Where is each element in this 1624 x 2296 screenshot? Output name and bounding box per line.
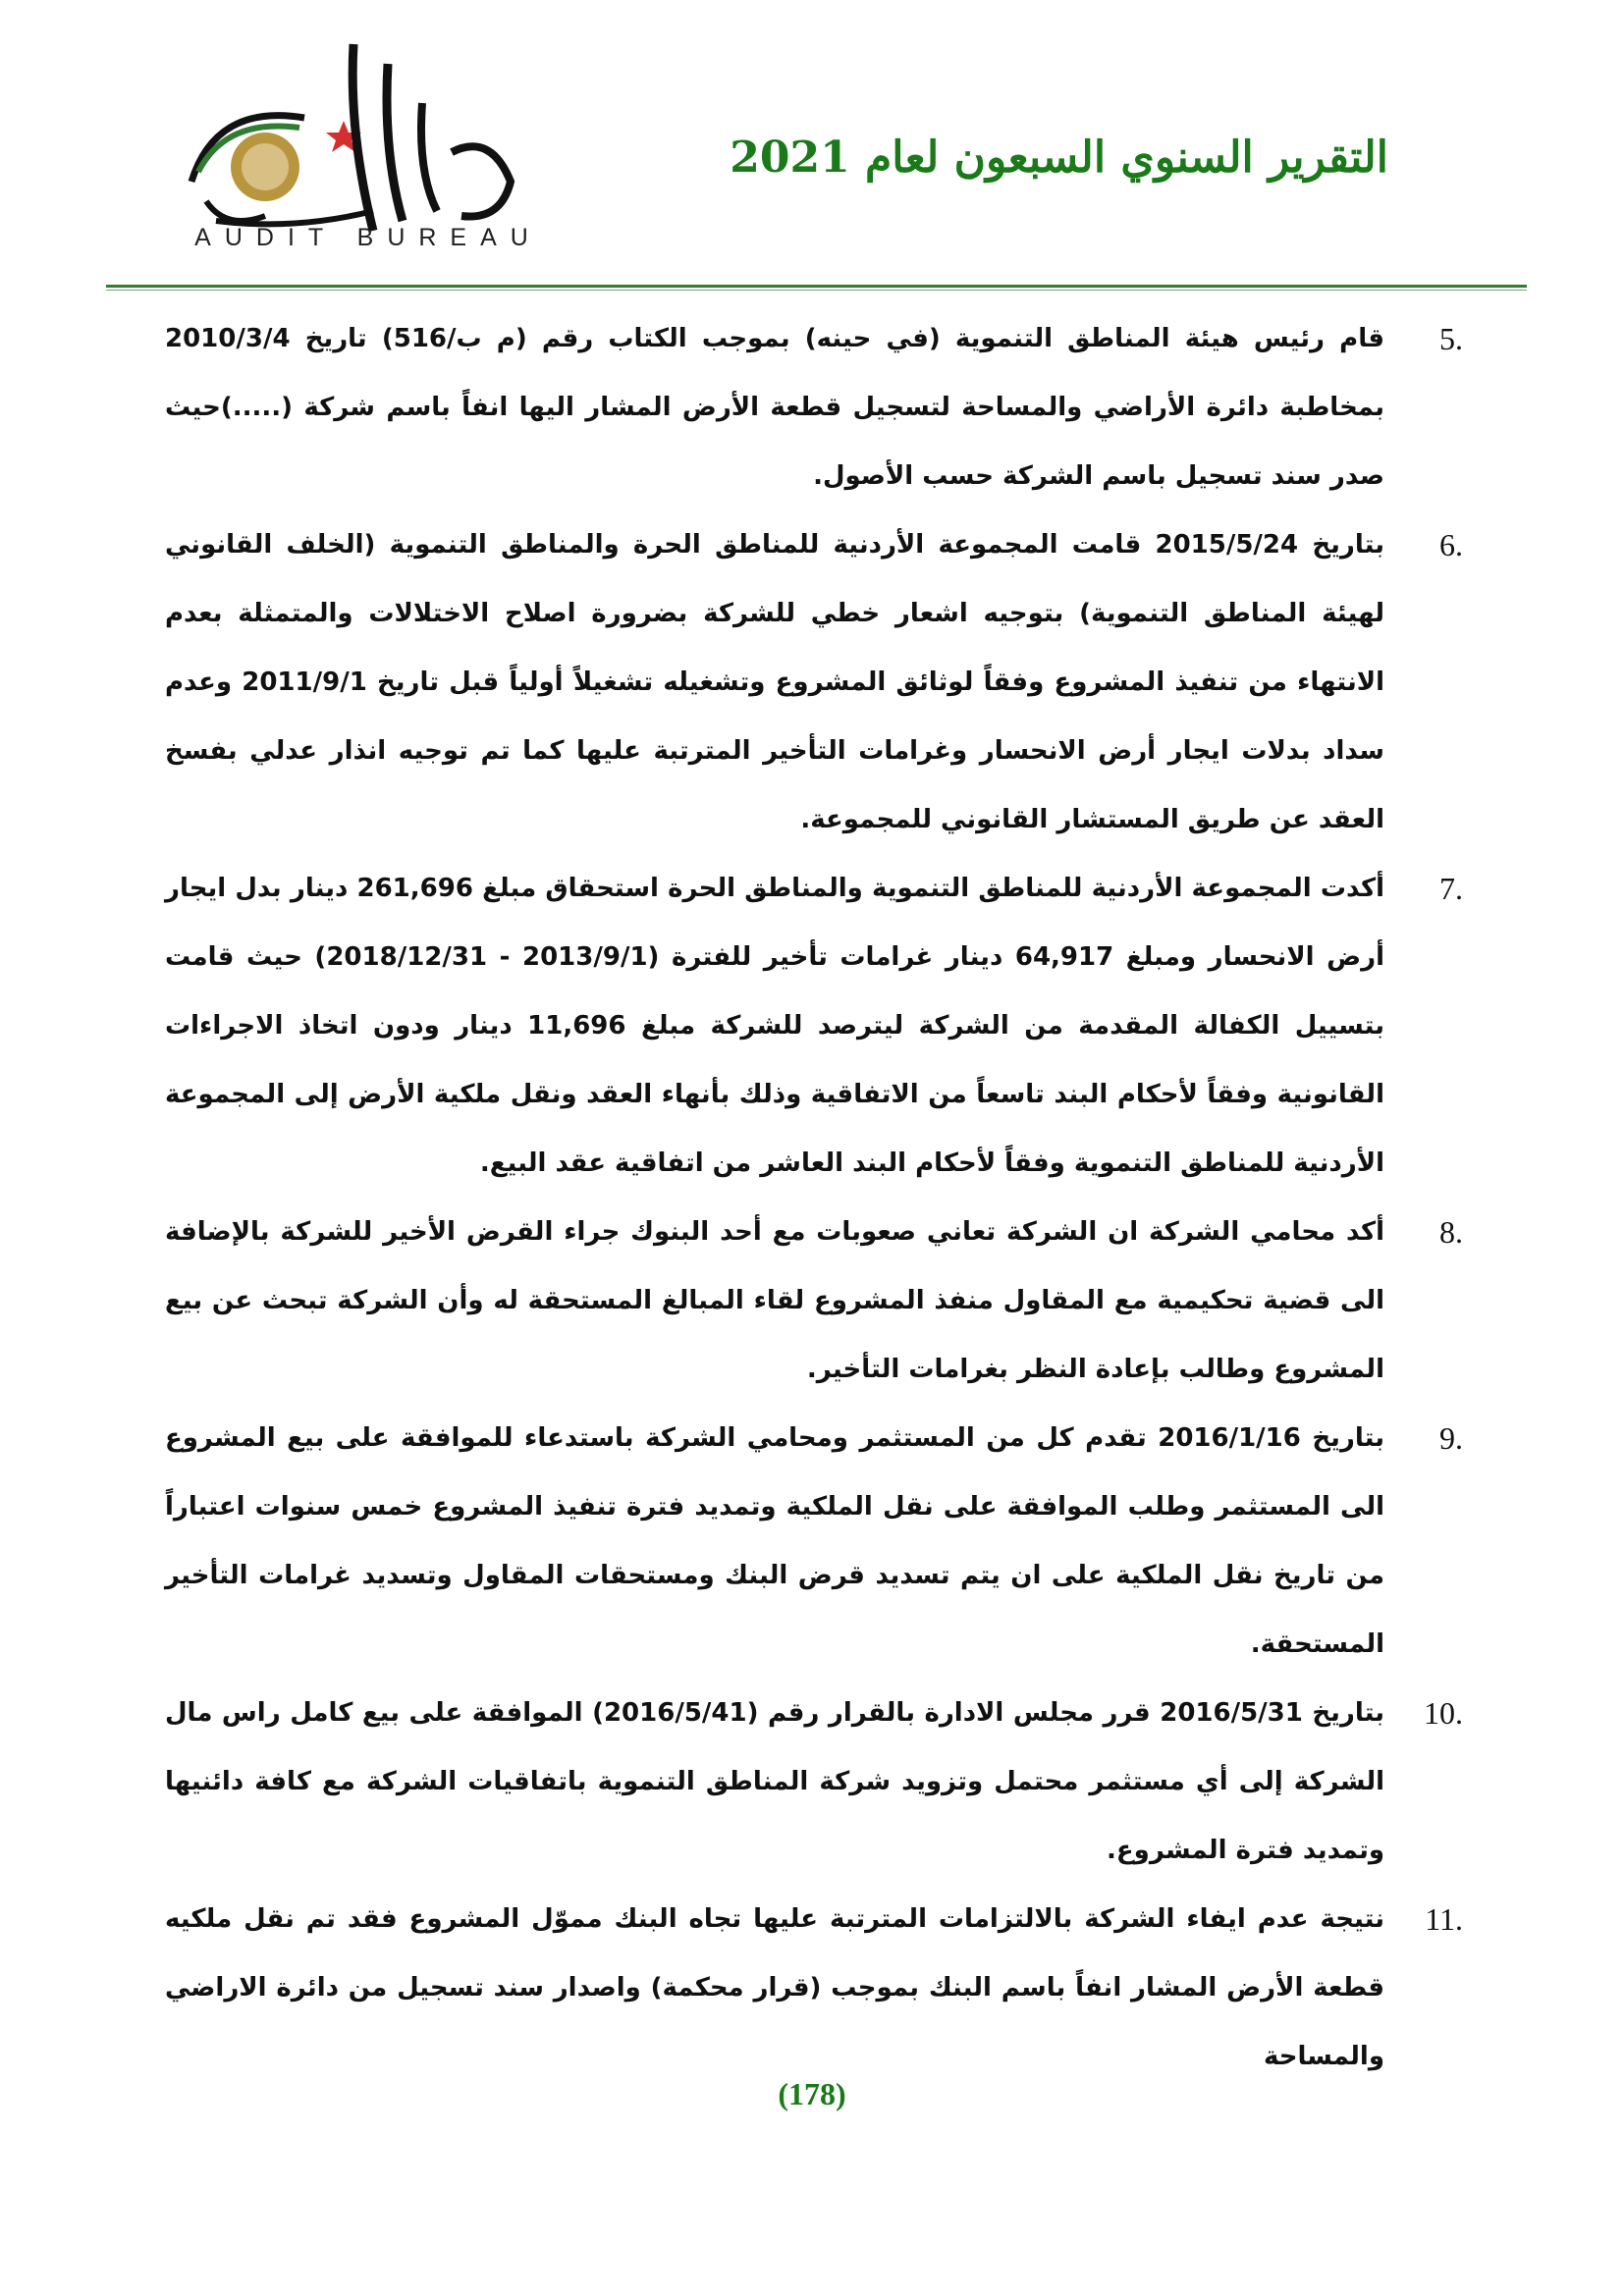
findings-list: [165, 304, 1463, 2091]
item-number: 7.: [1439, 871, 1463, 906]
item-number: 5.: [1439, 321, 1463, 356]
list-item: [165, 854, 1463, 1198]
item-text: بتاريخ 2015/5/24 قامت المجموعة الأردنية للمناطق الحرة والمناطق التنموية (الخلف القانوني لهيئة المناطق التنموية) بتوجيه اشعار خطي للشركة بضرورة اصلاح الاختلالات والمتمثلة بعدم الانتهاء من تنفيذ المشروع وفقاً لوثائق المشروع وتشغيله تشغيلاً أولياً قبل تاريخ 2011/9/1 وعدم سداد بدلات ايجار أرض الانحسار وغرامات التأخير المترتبة عليها كما تم توجيه انذار عدلي بفسخ العقد عن طريق المستشار القانوني للمجموعة.: [165, 530, 1384, 834]
item-number: 11.: [1425, 1901, 1463, 1937]
list-item: [165, 304, 1463, 510]
list-item: [165, 1198, 1463, 1404]
item-text: أكدت المجموعة الأردنية للمناطق التنموية والمناطق الحرة استحقاق مبلغ 261,696 دينار بدل ايجار أرض الانحسار ومبلغ 64,917 دينار غرامات تأخير للفترة (2013/9/1 - 2018/12/31) حيث قامت بتسييل الكفالة المقدمة من الشركة ليترصد للشركة مبلغ 11,696 دينار ودون اتخاذ الاجراءات القانونية وفقاً لأحكام البند تاسعاً من الاتفاقية وذلك بأنهاء العقد ونقل ملكية الأرض إلى المجموعة الأردنية للمناطق التنموية وفقاً لأحكام البند العاشر من اتفاقية عقد البيع.: [165, 874, 1385, 1178]
logo-text: AUDIT BUREAU: [194, 224, 542, 251]
list-item: [165, 1679, 1463, 1885]
item-text: قام رئيس هيئة المناطق التنموية (في حينه) بموجب الكتاب رقم (م ب/516) تاريخ 2010/3/4 بمخاطبة دائرة الأراضي والمساحة لتسجيل قطعة الأرض المشار اليها انفاً باسم شركة (.....)حيث صدر سند تسجيل باسم الشركة حسب الأصول.: [165, 324, 1384, 491]
list-item: [165, 510, 1463, 854]
item-number: 10.: [1424, 1695, 1463, 1731]
list-item: [165, 1885, 1463, 2091]
header-divider: [106, 285, 1527, 288]
item-text: أكد محامي الشركة ان الشركة تعاني صعوبات مع أحد البنوك جراء القرض الأخير للشركة بالإضافة الى قضية تحكيمية مع المقاول منفذ المشروع لقاء المبالغ المستحقة له وأن الشركة تبحث عن بيع المشروع وطالب بإعادة النظر بغرامات التأخير.: [165, 1217, 1384, 1384]
item-number: 8.: [1439, 1214, 1463, 1250]
report-title: التقرير السنوي السبعون لعام 2021: [730, 133, 1388, 183]
item-text: بتاريخ 2016/5/31 قرر مجلس الادارة بالقرار رقم (2016/5/41) الموافقة على بيع كامل راس مال الشركة إلى أي مستثمر محتمل وتزويد شركة المناطق التنموية باتفاقيات الشركة مع كافة دائنيها وتمديد فترة المشروع.: [165, 1698, 1384, 1865]
page-number: (178): [778, 2076, 846, 2111]
item-number: 6.: [1439, 527, 1463, 562]
item-text: نتيجة عدم ايفاء الشركة بالالتزامات المترتبة عليها تجاه البنك مموّل المشروع فقد تم نقل ملكيه قطعة الأرض المشار انفاً باسم البنك بموجب (قرار محكمة) واصدار سند تسجيل من دائرة الاراضي والمساحة: [165, 1904, 1384, 2071]
header-divider-thin: [106, 290, 1527, 291]
list-item: [165, 1404, 1463, 1679]
item-text: بتاريخ 2016/1/16 تقدم كل من المستثمر ومحامي الشركة باستدعاء للموافقة على بيع المشروع الى المستثمر وطلب الموافقة على نقل الملكية وتمديد فترة تنفيذ المشروع خمس سنوات اعتباراً من تاريخ نقل الملكية على ان يتم تسديد قرض البنك ومستحقات المقاول وتسديد غرامات التأخير المستحقة.: [165, 1423, 1384, 1659]
item-number: 9.: [1439, 1420, 1463, 1456]
